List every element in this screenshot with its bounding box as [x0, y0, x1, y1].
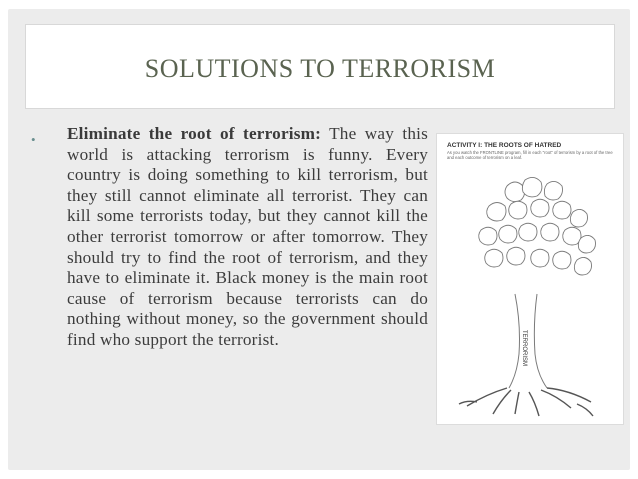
- bullet-text: [67, 124, 428, 351]
- leaves: [479, 177, 596, 275]
- tree-drawing: [437, 134, 623, 424]
- bullet-heading: Eliminate the root of terrorism:: [67, 124, 322, 143]
- worksheet-instructions: As you watch the FRONTLINE program, fill in each "root" of terrorism by a root of the tree and each outcome of terrorism on a leaf.: [447, 150, 613, 160]
- tree-worksheet-image: [436, 133, 624, 425]
- slide: [8, 9, 630, 470]
- bullet-marker: •: [31, 132, 36, 147]
- bullet-body: The way this world is attacking terrorism is funny. Every country is doing something to kill terrorism, but they still cannot eliminate all terrorist. They can kill some terrorists today, but they cannot kill the other terrorist tomorrow or after tomorrow. They should try to find the root of terrorism, and they have to eliminate it. Black money is the main root cause of terrorism because terrorists can do nothing without money, so the government should find who support the terrorist.: [67, 124, 428, 349]
- title-box: [25, 24, 615, 109]
- trunk-label: TERRORISM: [521, 330, 527, 366]
- worksheet-title: ACTIVITY I: THE ROOTS OF HATRED: [447, 142, 562, 149]
- slide-title: SOLUTIONS TO TERRORISM: [144, 53, 496, 83]
